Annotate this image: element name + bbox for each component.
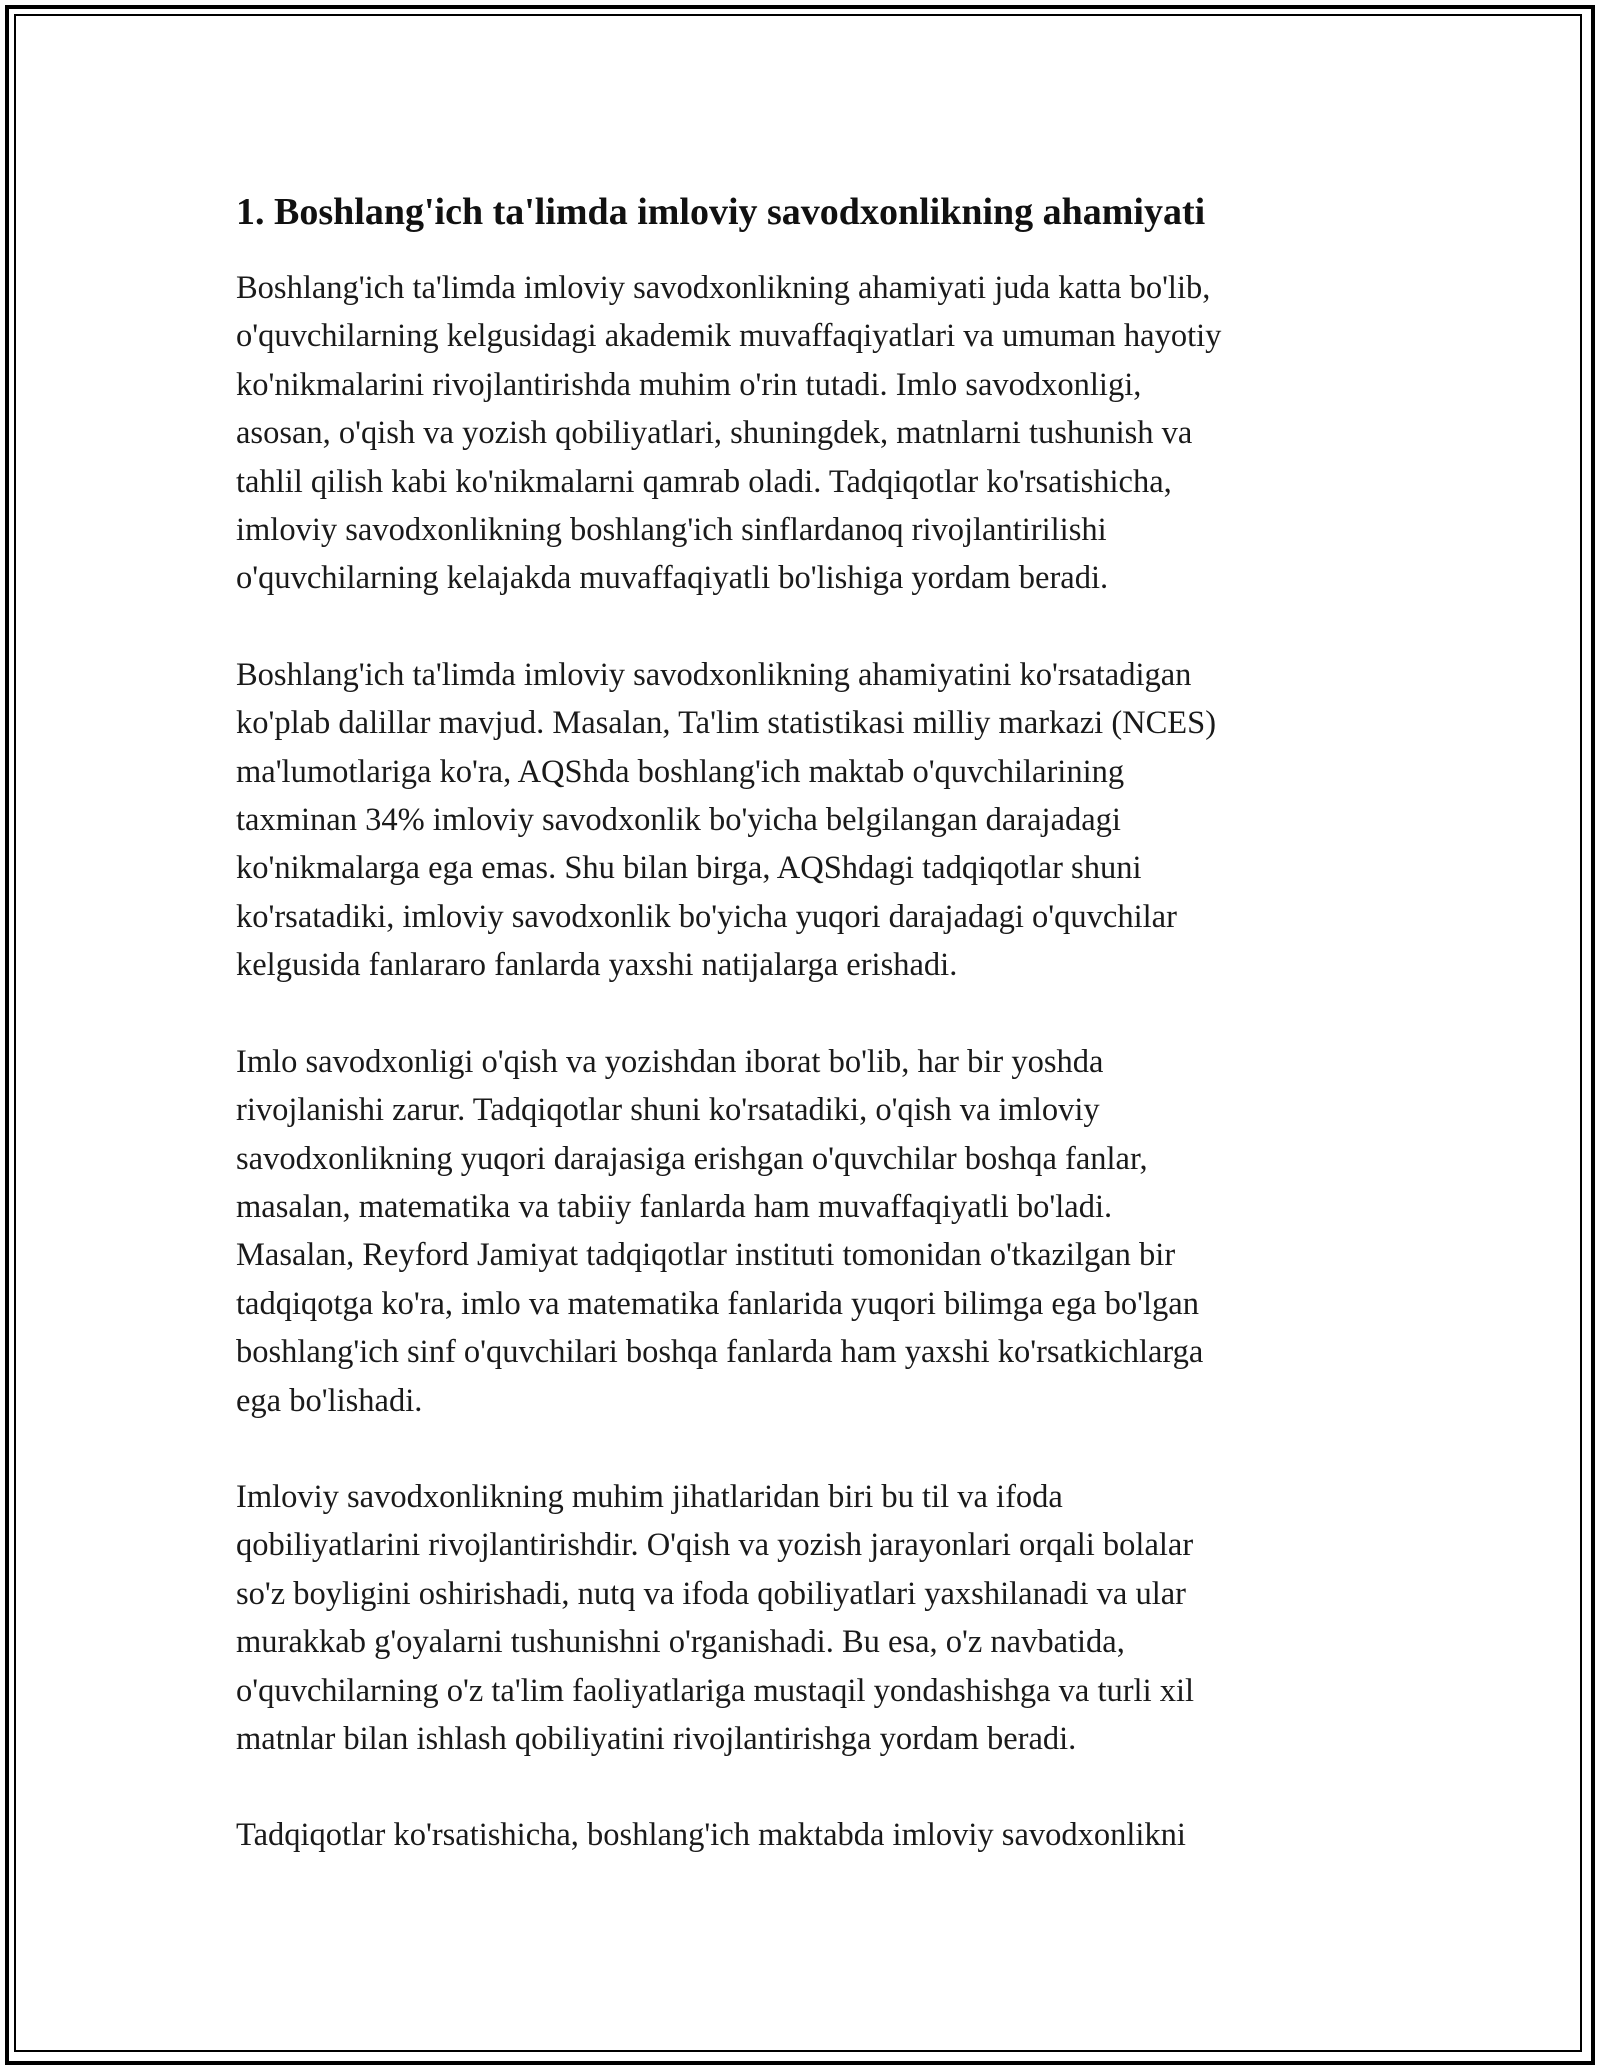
- paragraph-line: ega bo'lishadi.: [236, 1382, 423, 1419]
- paragraph-line: so'z boyligini oshirishadi, nutq va ifoda qobiliyatlari yaxshilanadi va ular: [236, 1575, 1186, 1612]
- paragraph-line: imloviy savodxonlikning boshlang'ich sinflardanoq rivojlantirilishi: [236, 512, 1107, 549]
- paragraph: [236, 264, 1366, 603]
- paragraph-line: boshlang'ich sinf o'quvchilari boshqa fanlarda ham yaxshi ko'rsatkichlarga: [236, 1334, 1204, 1371]
- paragraph-line: o'quvchilarning kelgusidagi akademik muvaffaqiyatlari va umuman hayotiy: [236, 318, 1222, 355]
- paragraph-line: Tadqiqotlar ko'rsatishicha, boshlang'ich maktabda imloviy savodxonlikni: [236, 1817, 1186, 1854]
- paragraph-line: masalan, matematika va tabiiy fanlarda ham muvaffaqiyatli bo'ladi.: [236, 1188, 1113, 1225]
- paragraph-line: tahlil qilish kabi ko'nikmalarni qamrab oladi. Tadqiqotlar ko'rsatishicha,: [236, 463, 1172, 500]
- paragraph-line: o'quvchilarning kelajakda muvaffaqiyatli bo'lishiga yordam beradi.: [236, 560, 1109, 597]
- paragraph-line: o'quvchilarning o'z ta'lim faoliyatlariga mustaqil yondashishga va turli xil: [236, 1672, 1195, 1709]
- document-body: [236, 188, 1366, 1908]
- paragraph-line: Imloviy savodxonlikning muhim jihatlaridan biri bu til va ifoda: [236, 1478, 1063, 1515]
- paragraph-line: Imlo savodxonligi o'qish va yozishdan iborat bo'lib, har bir yoshda: [236, 1043, 1104, 1080]
- paragraph-line: tadqiqotga ko'ra, imlo va matematika fanlarida yuqori bilimga ega bo'lgan: [236, 1285, 1199, 1322]
- paragraph: [236, 1473, 1366, 1763]
- paragraph: [236, 1038, 1366, 1425]
- paragraph-line: ko'rsatadiki, imloviy savodxonlik bo'yicha yuqori darajadagi o'quvchilar: [236, 898, 1177, 935]
- paragraph: [236, 1811, 1366, 1859]
- section-heading: 1. Boshlang'ich ta'limda imloviy savodxonlikning ahamiyati: [236, 191, 1206, 233]
- paragraph-line: kelgusida fanlararo fanlarda yaxshi natijalarga erishadi.: [236, 947, 958, 984]
- paragraph-line: taxminan 34% imloviy savodxonlik bo'yicha belgilangan darajadagi: [236, 802, 1121, 839]
- paragraph-line: asosan, o'qish va yozish qobiliyatlari, shuningdek, matnlarni tushunish va: [236, 415, 1193, 452]
- paragraph-line: matnlar bilan ishlash qobiliyatini rivojlantirishga yordam beradi.: [236, 1720, 1077, 1757]
- paragraph-line: ma'lumotlariga ko'ra, AQShda boshlang'ich maktab o'quvchilarining: [236, 753, 1125, 790]
- paragraph-line: ko'nikmalarini rivojlantirishda muhim o'rin tutadi. Imlo savodxonligi,: [236, 366, 1142, 403]
- paragraph-line: Boshlang'ich ta'limda imloviy savodxonlikning ahamiyati juda katta bo'lib,: [236, 270, 1211, 306]
- paragraph-line: ko'nikmalarga ega emas. Shu bilan birga, AQShdagi tadqiqotlar shuni: [236, 850, 1142, 887]
- paragraph-line: ko'plab dalillar mavjud. Masalan, Ta'lim statistikasi milliy markazi (NCES): [236, 705, 1217, 742]
- paragraph-line: qobiliyatlarini rivojlantirishdir. O'qish va yozish jarayonlari orqali bolalar: [236, 1527, 1194, 1564]
- paragraph-line: rivojlanishi zarur. Tadqiqotlar shuni ko'rsatadiki, o'qish va imloviy: [236, 1092, 1100, 1129]
- paragraph-line: murakkab g'oyalarni tushunishni o'rganishadi. Bu esa, o'z navbatida,: [236, 1624, 1125, 1661]
- paragraph-line: savodxonlikning yuqori darajasiga erishgan o'quvchilar boshqa fanlar,: [236, 1140, 1148, 1177]
- paragraph-container: [236, 264, 1366, 1860]
- paragraph-line: Masalan, Reyford Jamiyat tadqiqotlar instituti tomonidan o'tkazilgan bir: [236, 1237, 1176, 1274]
- paragraph: [236, 651, 1366, 990]
- paragraph-line: Boshlang'ich ta'limda imloviy savodxonlikning ahamiyatini ko'rsatadigan: [236, 656, 1192, 693]
